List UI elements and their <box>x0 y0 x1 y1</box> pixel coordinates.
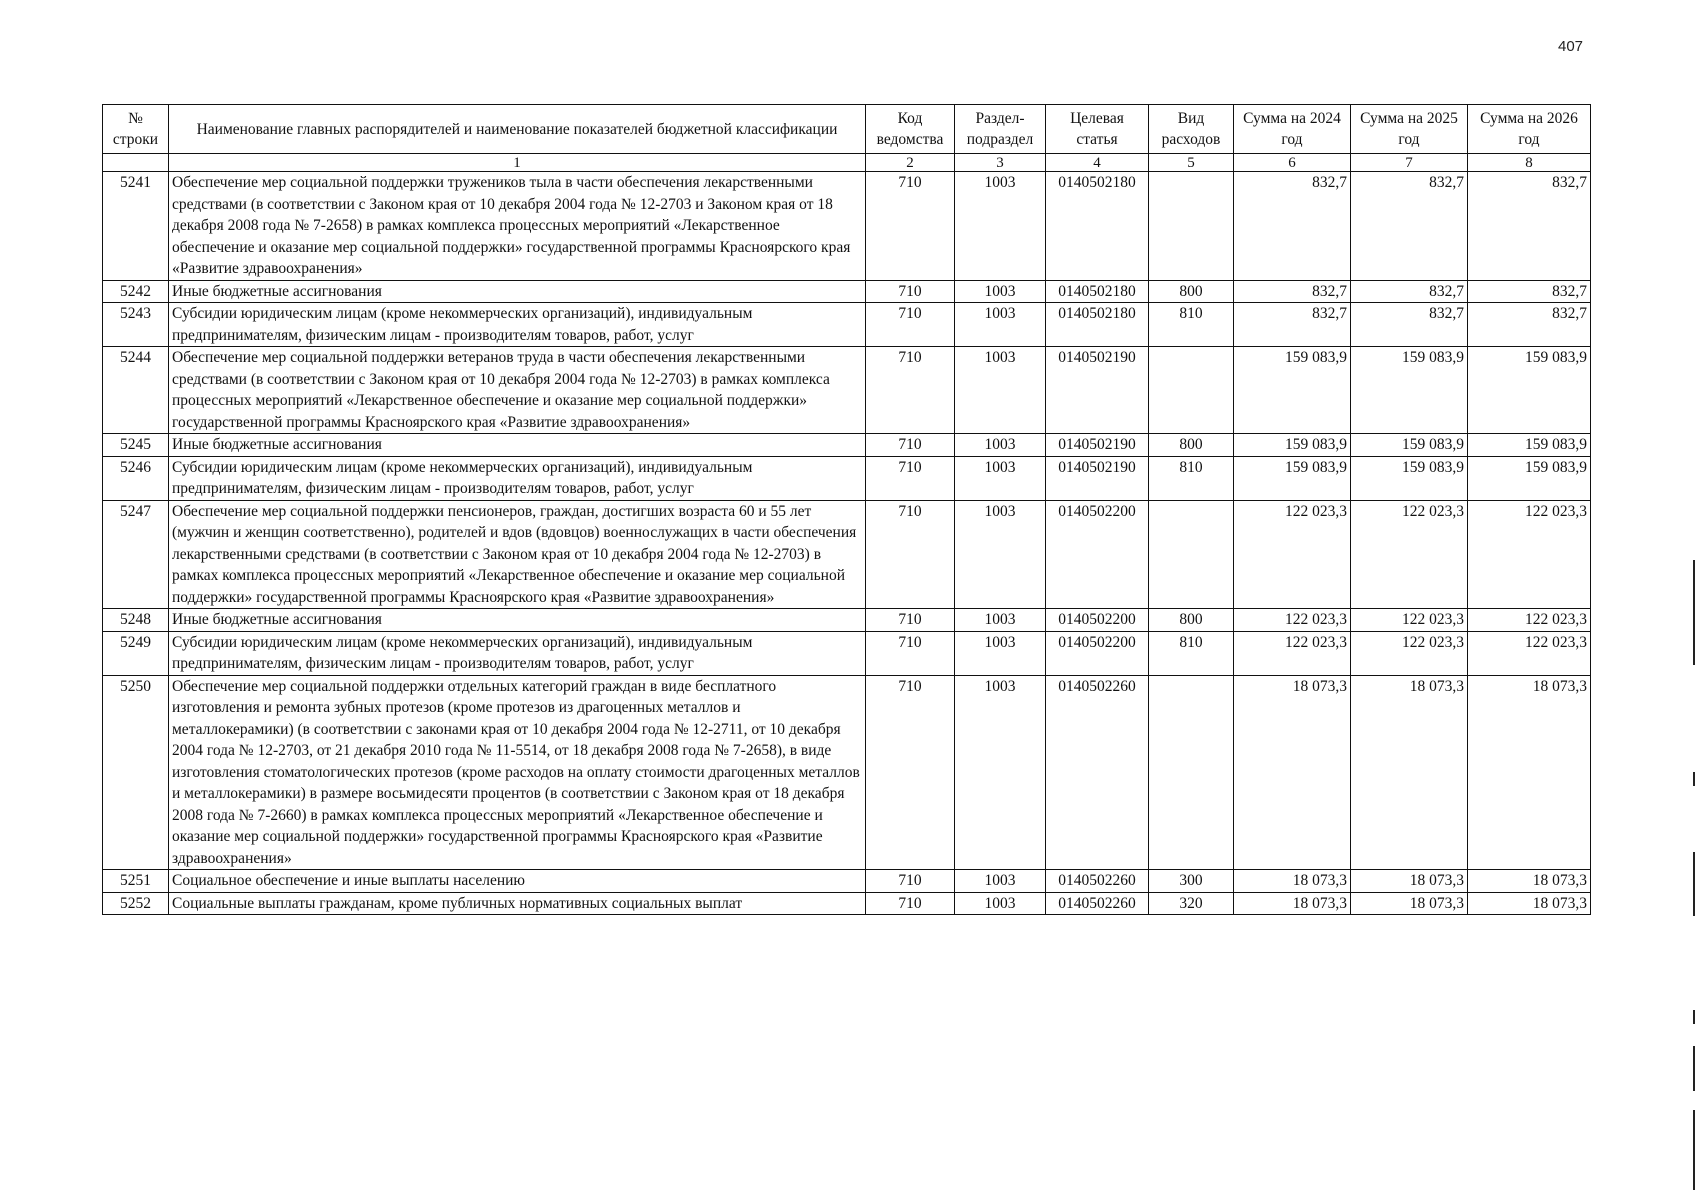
column-number: 8 <box>1468 154 1591 172</box>
section-code: 1003 <box>955 675 1046 870</box>
column-number: 3 <box>955 154 1046 172</box>
indicator-name: Социальное обеспечение и иные выплаты населению <box>169 870 866 893</box>
section-code: 1003 <box>955 347 1046 434</box>
indicator-name: Субсидии юридическим лицам (кроме некоммерческих организаций), индивидуальным предпринимателям, физическим лицам - производителям товаров, работ, услуг <box>169 456 866 500</box>
sum-2025: 832,7 <box>1351 303 1468 347</box>
page-number: 407 <box>1558 38 1584 55</box>
budget-table <box>102 104 1591 915</box>
column-number: 1 <box>169 154 866 172</box>
indicator-name: Обеспечение мер социальной поддержки пенсионеров, граждан, достигших возраста 60 и 55 лет (мужчин и женщин соответственно), родителей и вдов (вдовцов) военнослужащих в части обеспечения лекарственными средствами (в соответствии с Законом края от 10 декабря 2004 года № 12-2703) в рамках комплекса процессных мероприятий «Лекарственное обеспечение и оказание мер социальной поддержки» государственной программы Красноярского края «Развитие здравоохранения» <box>169 500 866 609</box>
header-name: Наименование главных распорядителей и наименование показателей бюджетной классификации <box>169 105 866 154</box>
target-article: 0140502190 <box>1046 347 1149 434</box>
sum-2025: 159 083,9 <box>1351 347 1468 434</box>
sum-2025: 159 083,9 <box>1351 434 1468 457</box>
indicator-name: Обеспечение мер социальной поддержки тружеников тыла в части обеспечения лекарственными средствами (в соответствии с Законом края от 10 декабря 2004 года № 12-2703 и Законом края от 18 декабря 2008 года № 7-2658) в рамках комплекса процессных мероприятий «Лекарственное обеспечение и оказание мер социальной поддержки» государственной программы Красноярского края «Развитие здравоохранения» <box>169 172 866 281</box>
column-number: 7 <box>1351 154 1468 172</box>
expense-type: 300 <box>1149 870 1234 893</box>
table-row <box>103 456 1591 500</box>
section-code: 1003 <box>955 609 1046 632</box>
expense-type: 810 <box>1149 456 1234 500</box>
row-number: 5242 <box>103 280 169 303</box>
section-code: 1003 <box>955 456 1046 500</box>
target-article: 0140502260 <box>1046 870 1149 893</box>
department-code: 710 <box>866 280 955 303</box>
table-row <box>103 303 1591 347</box>
expense-type: 810 <box>1149 631 1234 675</box>
sum-2026: 159 083,9 <box>1468 347 1591 434</box>
header-sum-2026: Сумма на 2026 год <box>1468 105 1591 154</box>
column-number: 4 <box>1046 154 1149 172</box>
table-body <box>103 172 1591 915</box>
sum-2024: 18 073,3 <box>1234 870 1351 893</box>
expense-type <box>1149 172 1234 281</box>
expense-type <box>1149 675 1234 870</box>
section-code: 1003 <box>955 434 1046 457</box>
sum-2026: 122 023,3 <box>1468 631 1591 675</box>
sum-2026: 18 073,3 <box>1468 892 1591 915</box>
header-num: № строки <box>103 105 169 154</box>
sum-2025: 159 083,9 <box>1351 456 1468 500</box>
indicator-name: Обеспечение мер социальной поддержки ветеранов труда в части обеспечения лекарственными средствами (в соответствии с Законом края от 10 декабря 2004 года № 12-2703) в рамках комплекса процессных мероприятий «Лекарственное обеспечение и оказание мер социальной поддержки» государственной программы Красноярского края «Развитие здравоохранения» <box>169 347 866 434</box>
target-article: 0140502260 <box>1046 892 1149 915</box>
section-code: 1003 <box>955 500 1046 609</box>
sum-2025: 18 073,3 <box>1351 675 1468 870</box>
target-article: 0140502190 <box>1046 456 1149 500</box>
section-code: 1003 <box>955 870 1046 893</box>
indicator-name: Обеспечение мер социальной поддержки отдельных категорий граждан в виде бесплатного изготовления и ремонта зубных протезов (кроме протезов из драгоценных металлов и металлокерамики) (в соответствии с законами края от 10 декабря 2004 года № 12-2711, от 10 декабря 2004 года № 12-2703, от 21 декабря 2010 года № 11-5514, от 18 декабря 2008 года № 7-2658), в виде изготовления стоматологических протезов (кроме расходов на оплату стоимости драгоценных металлов и металлокерамики) в размере восьмидесяти процентов (в соответствии с Законом края от 18 декабря 2008 года № 7-2660) в рамках комплекса процессных мероприятий «Лекарственное обеспечение и оказание мер социальной поддержки» государственной программы Красноярского края «Развитие здравоохранения» <box>169 675 866 870</box>
department-code: 710 <box>866 675 955 870</box>
department-code: 710 <box>866 456 955 500</box>
sum-2024: 18 073,3 <box>1234 892 1351 915</box>
department-code: 710 <box>866 631 955 675</box>
sum-2024: 122 023,3 <box>1234 500 1351 609</box>
section-code: 1003 <box>955 280 1046 303</box>
scan-edge-mark <box>1693 772 1695 786</box>
table-row <box>103 280 1591 303</box>
column-number: 2 <box>866 154 955 172</box>
row-number: 5251 <box>103 870 169 893</box>
expense-type <box>1149 500 1234 609</box>
row-number: 5243 <box>103 303 169 347</box>
sum-2024: 832,7 <box>1234 280 1351 303</box>
sum-2026: 122 023,3 <box>1468 609 1591 632</box>
department-code: 710 <box>866 870 955 893</box>
sum-2026: 832,7 <box>1468 303 1591 347</box>
row-number: 5244 <box>103 347 169 434</box>
sum-2024: 159 083,9 <box>1234 456 1351 500</box>
section-code: 1003 <box>955 631 1046 675</box>
column-number-empty <box>103 154 169 172</box>
scan-edge-mark <box>1693 1010 1695 1024</box>
sum-2024: 832,7 <box>1234 172 1351 281</box>
target-article: 0140502180 <box>1046 172 1149 281</box>
sum-2025: 18 073,3 <box>1351 892 1468 915</box>
expense-type: 810 <box>1149 303 1234 347</box>
sum-2026: 832,7 <box>1468 280 1591 303</box>
sum-2025: 832,7 <box>1351 172 1468 281</box>
table-row <box>103 631 1591 675</box>
row-number: 5249 <box>103 631 169 675</box>
target-article: 0140502200 <box>1046 500 1149 609</box>
sum-2025: 122 023,3 <box>1351 500 1468 609</box>
sum-2026: 159 083,9 <box>1468 456 1591 500</box>
sum-2024: 122 023,3 <box>1234 609 1351 632</box>
sum-2024: 159 083,9 <box>1234 434 1351 457</box>
department-code: 710 <box>866 434 955 457</box>
header-row <box>103 105 1591 154</box>
table-row <box>103 870 1591 893</box>
table-row <box>103 434 1591 457</box>
scan-edge-mark <box>1693 560 1695 665</box>
sum-2025: 122 023,3 <box>1351 609 1468 632</box>
column-number: 5 <box>1149 154 1234 172</box>
table-row <box>103 892 1591 915</box>
row-number: 5252 <box>103 892 169 915</box>
target-article: 0140502200 <box>1046 609 1149 632</box>
scan-edge-mark <box>1693 852 1695 916</box>
header-section: Раздел-подраздел <box>955 105 1046 154</box>
section-code: 1003 <box>955 303 1046 347</box>
sum-2026: 18 073,3 <box>1468 870 1591 893</box>
table-row <box>103 675 1591 870</box>
department-code: 710 <box>866 347 955 434</box>
sum-2026: 18 073,3 <box>1468 675 1591 870</box>
sum-2024: 18 073,3 <box>1234 675 1351 870</box>
expense-type <box>1149 347 1234 434</box>
scan-edge-mark <box>1693 1046 1695 1091</box>
department-code: 710 <box>866 303 955 347</box>
row-number: 5245 <box>103 434 169 457</box>
sum-2024: 122 023,3 <box>1234 631 1351 675</box>
scan-edge-mark <box>1693 1110 1695 1190</box>
indicator-name: Субсидии юридическим лицам (кроме некоммерческих организаций), индивидуальным предпринимателям, физическим лицам - производителям товаров, работ, услуг <box>169 303 866 347</box>
department-code: 710 <box>866 892 955 915</box>
row-number: 5248 <box>103 609 169 632</box>
sum-2025: 832,7 <box>1351 280 1468 303</box>
row-number: 5246 <box>103 456 169 500</box>
sum-2024: 159 083,9 <box>1234 347 1351 434</box>
target-article: 0140502180 <box>1046 303 1149 347</box>
table-row <box>103 500 1591 609</box>
target-article: 0140502200 <box>1046 631 1149 675</box>
sum-2026: 159 083,9 <box>1468 434 1591 457</box>
sum-2026: 832,7 <box>1468 172 1591 281</box>
sum-2025: 122 023,3 <box>1351 631 1468 675</box>
target-article: 0140502260 <box>1046 675 1149 870</box>
header-sum-2025: Сумма на 2025 год <box>1351 105 1468 154</box>
target-article: 0140502180 <box>1046 280 1149 303</box>
indicator-name: Социальные выплаты гражданам, кроме публичных нормативных социальных выплат <box>169 892 866 915</box>
expense-type: 800 <box>1149 434 1234 457</box>
sum-2026: 122 023,3 <box>1468 500 1591 609</box>
indicator-name: Иные бюджетные ассигнования <box>169 609 866 632</box>
column-number: 6 <box>1234 154 1351 172</box>
department-code: 710 <box>866 172 955 281</box>
section-code: 1003 <box>955 892 1046 915</box>
table-row <box>103 609 1591 632</box>
column-number-row <box>103 154 1591 172</box>
row-number: 5250 <box>103 675 169 870</box>
header-code: Код ведомства <box>866 105 955 154</box>
expense-type: 320 <box>1149 892 1234 915</box>
sum-2025: 18 073,3 <box>1351 870 1468 893</box>
indicator-name: Субсидии юридическим лицам (кроме некоммерческих организаций), индивидуальным предпринимателям, физическим лицам - производителям товаров, работ, услуг <box>169 631 866 675</box>
sum-2024: 832,7 <box>1234 303 1351 347</box>
header-sum-2024: Сумма на 2024 год <box>1234 105 1351 154</box>
indicator-name: Иные бюджетные ассигнования <box>169 280 866 303</box>
table-row <box>103 172 1591 281</box>
indicator-name: Иные бюджетные ассигнования <box>169 434 866 457</box>
row-number: 5241 <box>103 172 169 281</box>
expense-type: 800 <box>1149 280 1234 303</box>
target-article: 0140502190 <box>1046 434 1149 457</box>
department-code: 710 <box>866 609 955 632</box>
header-target: Целевая статья <box>1046 105 1149 154</box>
department-code: 710 <box>866 500 955 609</box>
expense-type: 800 <box>1149 609 1234 632</box>
row-number: 5247 <box>103 500 169 609</box>
section-code: 1003 <box>955 172 1046 281</box>
table-row <box>103 347 1591 434</box>
header-type: Вид расходов <box>1149 105 1234 154</box>
